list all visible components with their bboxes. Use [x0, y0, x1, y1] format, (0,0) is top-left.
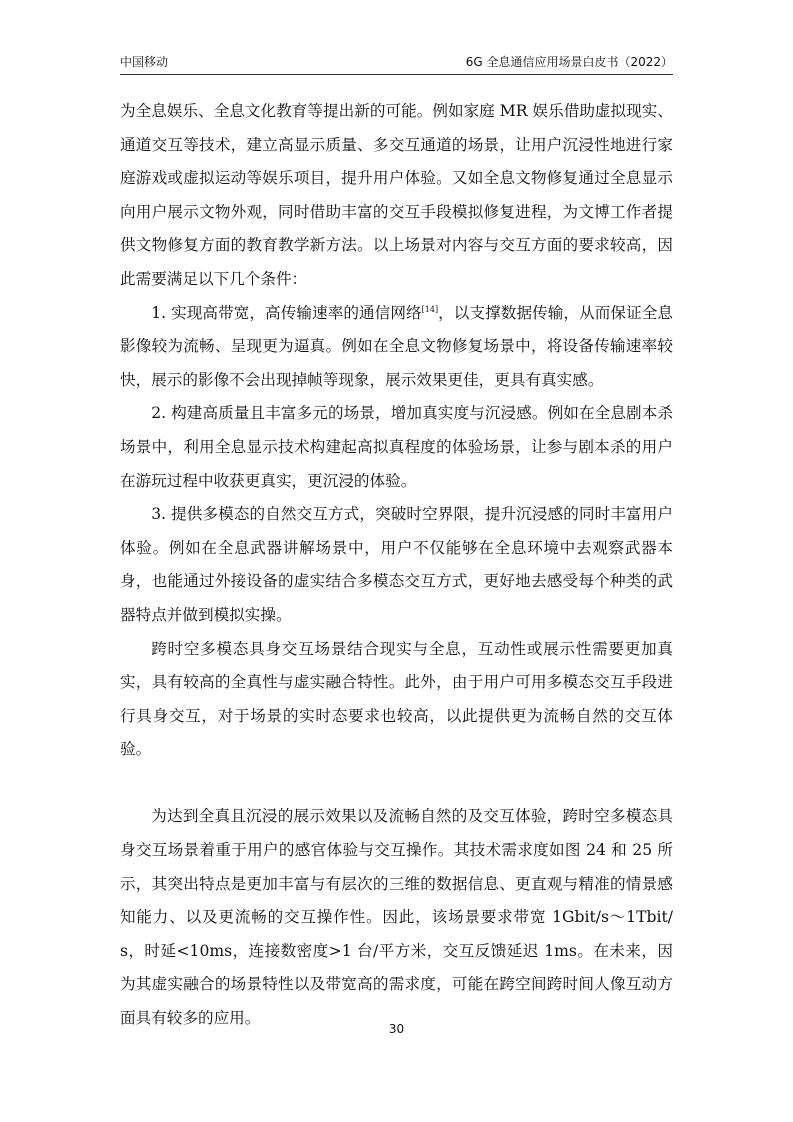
citation-reference: [14] [421, 304, 439, 314]
body-paragraph: 跨时空多模态具身交互场景结合现实与全息，互动性或展示性需要更加真实，具有较高的全真性与虚实融合特性。此外，由于用户可用多模态交互手段进行具身交互，对于场景的实时态要求也较高，以此提供更为流畅自然的交互体验。 [120, 639, 673, 759]
body-paragraph: 为达到全真且沉浸的展示效果以及流畅自然的及交互体验，跨时空多模态具身交互场景着重于用户的感官体验与交互操作。其技术需求度如图 24 和 25 所示，其突出特点是更加丰富与有层次的三维的数据信息、更直观与精准的情景感知能力、以及更流畅的交互操作性。因此，该场景要求带宽 1Gbit/s～1Tbit/s，时延<10ms，连接数密度>1 台/平方米，交互反馈延迟 1ms。在未来，因为其虚实融合的场景特性以及带宽高的需求度，可能在跨空间跨时间人像互动方面具有较多的应用。 [120, 807, 673, 1028]
page-number: 30 [388, 1022, 405, 1036]
list-item-3: 3. 提供多模态的自然交互方式，突破时空界限，提升沉浸感的同时丰富用户体验。例如在全息武器讲解场景中，用户不仅能够在全息环境中去观察武器本身，也能通过外接设备的虚实结合多模态交互方式，更好地去感受每个种类的武器特点并做到模拟实操。 [120, 505, 673, 624]
header-organization: 中国移动 [120, 55, 169, 69]
list-item-1-text: 1. 实现高带宽，高传输速率的通信网络 [151, 303, 422, 322]
body-paragraph: 为全息娱乐、全息文化教育等提出新的可能。例如家庭 MR 娱乐借助虚拟现实、通道交互等技术，建立高显示质量、多交互通道的场景，让用户沉浸性地进行家庭游戏或虚拟运动等娱乐项目，提升用户体验。又如全息文物修复通过全息显示向用户展示文物外观，同时借助丰富的交互手段模拟修复进程，为文博工作者提供文物修复方面的教育教学新方法。以上场景对内容与交互方面的要求较高，因此需要满足以下几个条件： [120, 102, 673, 288]
list-item-1-continuation: ，以支撑数据传输，从而保证全息影像较为流畅、呈现更为逼真。例如在全息文物修复场景中，将设备传输速率较快，展示的影像不会出现掉帧等现象，展示效果更佳，更具有真实感。 [120, 303, 673, 389]
header-document-title: 6G 全息通信应用场景白皮书（2022） [465, 55, 673, 69]
list-item-1 [120, 297, 673, 398]
list-item-2: 2. 构建高质量且丰富多元的场景，增加真实度与沉浸感。例如在全息剧本杀场景中，利用全息显示技术构建起高拟真程度的体验场景，让参与剧本杀的用户在游玩过程中收获更真实，更沉浸的体验。 [120, 404, 673, 490]
document-body [120, 95, 673, 1036]
paragraph-spacer [120, 767, 673, 801]
page-header [120, 52, 673, 75]
